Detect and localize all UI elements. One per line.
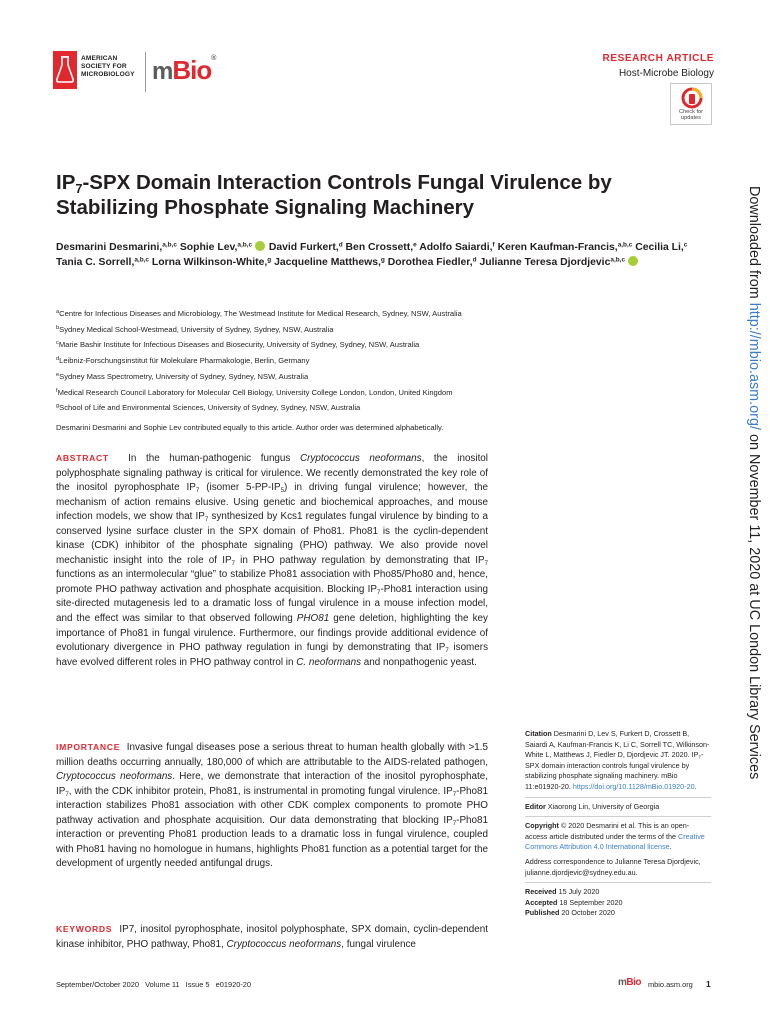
author: Dorothea Fiedler,$^d$ [387,256,477,268]
editor: Editor Xiaorong Lin, University of Georgia [525,801,660,811]
contribution-note: Desmarini Desmarini and Sophie Lev contributed equally to this article. Author order was determined alphabetically. [56,423,444,432]
download-notice: Downloaded from http://mbio.asm.org/ on November 11, 2020 at UC London Library Services [746,186,762,780]
issue-info: September/October 2020 Volume 11 Issue 5 e01920-20 [56,980,252,989]
logo-divider [145,52,146,92]
journal-url[interactable]: mbio.asm.org [648,980,693,989]
author: Ben Crossett,$^e$ [345,241,417,253]
author: David Furkert,$^d$ [268,241,343,253]
author: Cecilia Li,$^c$ [635,241,688,253]
article-info-sidebar [525,729,711,919]
author: Desmarini Desmarini,$^{a,b,c}$ [56,241,177,253]
author: Tania C. Sorrell,$^{a,b,c}$ [56,256,150,268]
check-updates-icon [680,87,704,109]
affiliation: $^f$Medical Research Council Laboratory for Molecular Cell Biology, University College London, London, United Kingdom [56,387,453,397]
author: Keren Kaufman-Francis,$^{a,b,c}$ [497,241,633,253]
author: Sophie Lev,$^{a,b,c}$ [180,242,266,253]
orcid-icon[interactable] [255,241,265,251]
divider [525,882,711,883]
check-updates-label: Check for updates [679,109,703,122]
asm-logo [53,49,145,95]
license-link[interactable]: Creative Commons Attribution 4.0 International license [525,831,705,852]
affiliation: $^a$Centre for Infectious Diseases and Microbiology, The Westmead Institute for Medical Research, Sydney, NSW, Australia [56,308,462,318]
keywords-label: KEYWORDS [56,924,113,934]
society-name: AMERICAN SOCIETY FOR MICROBIOLOGY [81,55,135,79]
affiliations [56,306,696,416]
abstract-label: ABSTRACT [56,453,109,463]
flask-icon [53,51,77,89]
check-for-updates-button[interactable] [670,83,712,125]
article-title: $IP_7$-SPX Domain Interaction Controls Fungal Virulence by Stabilizing Phosphate Signaling Machinery [56,171,612,219]
author-list [56,241,696,271]
published-date: Published 20 October 2020 [525,908,615,918]
affiliation: $^e$Sydney Mass Spectrometry, University of Sydney, Sydney, NSW, Australia [56,371,309,381]
author: Lorna Wilkinson-White,$^g$ [151,256,272,268]
citation: Citation Desmarini D, Lev S, Furkert D, Crossett B, Saiardi A, Kaufman-Francis K, Li C, Sorrell TC, Wilkinson-White L, Matthews J, Fiedler D, Djordjevic JT. 2020. $IP_7$-SPX domain interaction controls fungal virulence by stabilizing phosphate signaling machinery. mBio 11:e01920-20. https://doi.org/10.1128/mBio.01920-20. [525,729,710,791]
importance-label: IMPORTANCE [56,742,121,752]
received-date: Received 15 July 2020 [525,887,600,897]
author: Adolfo Saiardi,$^f$ [419,241,495,253]
divider [525,816,711,817]
download-link[interactable]: http://mbio.asm.org/ [746,302,762,430]
author: Jacqueline Matthews,$^g$ [274,256,385,268]
accepted-date: Accepted 18 September 2020 [525,897,623,907]
doi-link[interactable]: https://doi.org/10.1128/mBio.01920-20 [572,781,695,791]
keywords: KEYWORDS IP7, inositol pyrophosphate, inositol polyphosphate, SPX domain, cyclin-dependent kinase inhibitor, PHO pathway, Pho81, Cryptococcus neoformans, fungal virulence [56,924,488,950]
abstract: ABSTRACT In the human-pathogenic fungus Cryptococcus neoformans, the inositol polyphosphate signaling pathway is critical for virulence. We recently demonstrated the key role of the inositol pyrophosphate $IP_7$ (isomer $5-PP-IP_5$) in driving fungal virulence; however, the mechanism of action remains elusive. Using genetic and biochemical approaches, and mouse infection models, we show that $IP_7$ synthesized by Kcs1 regulates fungal virulence by binding to a conserved lysine surface cluster in the SPX domain of Pho81. Pho81 is the cyclin-dependent kinase (CDK) inhibitor of the phosphate signaling (PHO) pathway. We also provide novel mechanistic insight into the role of $IP_7$ in PHO pathway regulation by demonstrating that $IP_7$ functions as an intermolecular “glue” to stabilize Pho81 association with Pho85/Pho80 and, hence, promote PHO pathway activation and phosphate acquisition. Blocking $IP_7-Pho81$ interaction using site-directed mutagenesis led to a dramatic loss of fungal virulence in a mouse infection model, and the effect was similar to that observed following PHO81 gene deletion, highlighting the key importance of Pho81 in fungal virulence. Furthermore, our findings provide additional evidence of evolutionary divergence in PHO pathway regulation in fungi by demonstrating that $IP_7$ isomers have evolved different roles in PHO pathway control in C. neoformans and nonpathogenic yeast. [56,453,489,668]
page-number: 1 [706,979,711,989]
divider [525,797,711,798]
footer-journal-logo: mBio [618,977,642,988]
affiliation: $^c$Marie Bashir Institute for Infectious Diseases and Biosecurity, University of Sydney, Sydney, NSW, Australia [56,340,420,350]
correspondence: Address correspondence to Julianne Teresa Djordjevic, julianne.djordjevic@sydney.edu.au. [525,856,701,877]
importance: IMPORTANCE Invasive fungal diseases pose a serious threat to human health globally with >1.5 million deaths occurring annually, 180,000 of which are attributable to the AIDS-related pathogen, Cryptococcus neoformans. Here, we demonstrate that interaction of the inositol pyrophosphate, $IP_7$, with the CDK inhibitor protein, Pho81, is instrumental in promoting fungal virulence. $IP_7-Pho81$ interaction stabilizes Pho81 association with other CDK complex components to promote PHO pathway activation and phosphate acquisition. Our data demonstrating that blocking $IP_7-Pho81$ interaction or preventing Pho81 production leads to a dramatic loss in fungal virulence, coupled with Pho81 having no homologue in humans, highlights Pho81 function as a potential target for the development of urgently needed antifungal drugs. [56,742,488,870]
copyright: Copyright © 2020 Desmarini et al. This is an open-access article distributed under the terms of the Creative Commons Attribution 4.0 International license. [525,821,705,852]
affiliation: $^b$Sydney Medical School-Westmead, University of Sydney, Sydney, NSW, Australia [56,324,334,334]
affiliation: $^d$Leibniz-Forschungsinstitut für Molekulare Pharmakologie, Berlin, Germany [56,355,310,366]
article-type: RESEARCH ARTICLE [602,53,714,64]
journal-logo: mBio® [152,55,217,85]
affiliation: $^g$School of Life and Environmental Sciences, University of Sydney, Sydney, NSW, Australia [56,403,361,413]
article-section: Host-Microbe Biology [618,68,714,79]
author: Julianne Teresa Djordjevic$^{a,b,c}$ [479,257,638,268]
orcid-icon[interactable] [628,256,638,266]
